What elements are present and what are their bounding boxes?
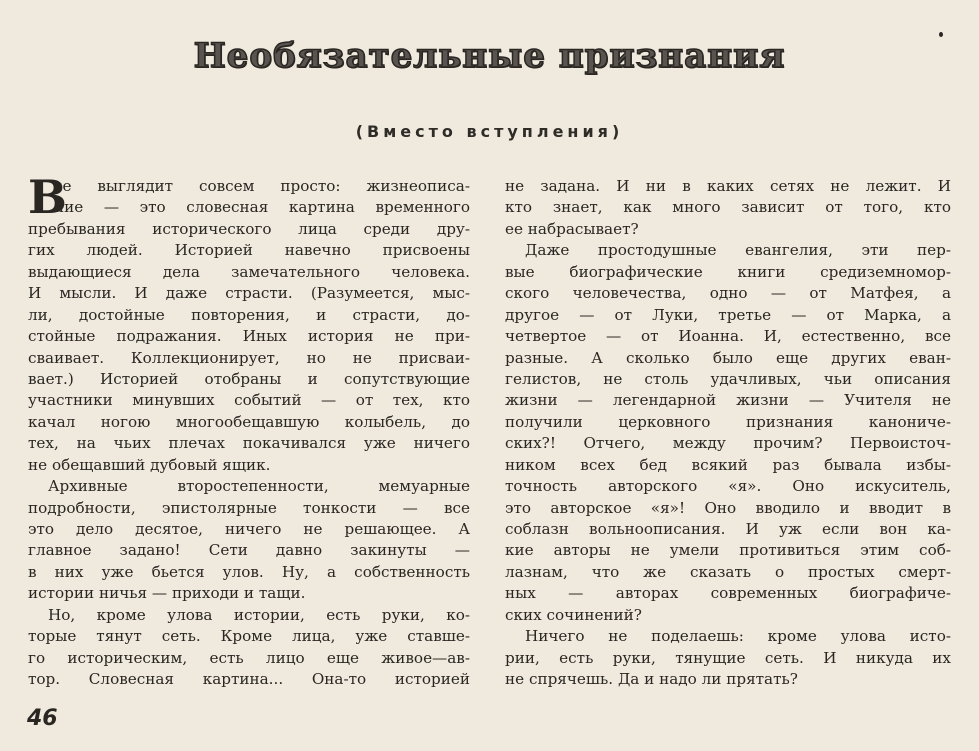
subtitle: (Вместо вступления) bbox=[355, 122, 624, 141]
dropcap-letter: В bbox=[28, 170, 67, 224]
text-line: гелистов, не столь удачливых, чьи описания bbox=[505, 369, 951, 388]
text-line: ние — это словесная картина временного bbox=[54, 198, 470, 217]
text-line: жизни — легендарной жизни — Учителя не bbox=[505, 391, 951, 410]
text-line: гих людей. Историей навечно присвоены bbox=[28, 241, 470, 260]
page-number: 46 bbox=[27, 706, 58, 731]
text-line: ее набрасывает? bbox=[505, 219, 639, 238]
text-line: не обещавший дубовый ящик. bbox=[28, 455, 271, 474]
text-line: это авторское «я»! Оно вводило и вводит в bbox=[505, 498, 951, 517]
text-line: другое — от Луки, третье — от Марка, а bbox=[505, 305, 951, 324]
text-line: торые тянут сеть. Кроме лица, уже ставше- bbox=[28, 627, 470, 646]
text-line: Ничего не поделаешь: кроме улова исто- bbox=[525, 627, 951, 646]
text-line: ли, достойные повторения, и страсти, до- bbox=[28, 305, 470, 324]
text-line: вает.) Историей отобраны и сопутствующие bbox=[28, 369, 470, 388]
text-line: кто знает, как много зависит от того, кто bbox=[505, 198, 951, 217]
text-line: качал ногою многообещавшую колыбель, до bbox=[28, 412, 470, 431]
text-line: тех, на чьих плечах покачивался уже ничего bbox=[28, 434, 470, 453]
text-line: Даже простодушные евангелия, эти пер- bbox=[525, 241, 951, 260]
text-line: главное задано! Сети давно закинуты — bbox=[28, 541, 470, 560]
text-line: подробности, эпистолярные тонкости — все bbox=[28, 498, 470, 517]
text-line: ником всех бед всякий раз бывала избы- bbox=[505, 455, 951, 474]
text-line: Архивные второстепенности, мемуарные bbox=[48, 477, 470, 496]
text-line: разные. А сколько было еще других еван- bbox=[505, 348, 951, 367]
text-line: ского человечества, одно — от Матфея, а bbox=[505, 284, 951, 303]
text-line: точность авторского «я». Оно искуситель, bbox=[505, 477, 951, 496]
right-column bbox=[505, 176, 951, 691]
text-line: Но, кроме улова истории, есть руки, ко- bbox=[48, 605, 470, 624]
text-line: не задана. И ни в каких сетях не лежит. И bbox=[505, 177, 951, 195]
text-line: рии, есть руки, тянущие сеть. И никуда их bbox=[505, 648, 951, 667]
dropcap-paragraph-start bbox=[28, 170, 470, 224]
text-line: ских?! Отчего, между прочим? Первоисточ- bbox=[505, 434, 951, 453]
text-line: пребывания исторического лица среди дру- bbox=[28, 219, 470, 238]
text-line: истории ничья — приходи и тащи. bbox=[28, 584, 306, 603]
text-line: тор. Словесная картина... Она-то историей bbox=[28, 670, 470, 689]
text-line: ных — авторах современных биографиче- bbox=[505, 584, 951, 603]
text-line: стойные подражания. Иных история не при- bbox=[28, 327, 470, 346]
text-line: го историческим, есть лицо еще живое—ав- bbox=[28, 648, 470, 667]
text-line: участники минувших событий — от тех, кто bbox=[28, 391, 470, 410]
text-line: получили церковного признания канониче- bbox=[505, 412, 951, 431]
text-line: лазнам, что же сказать о простых смерт- bbox=[505, 562, 951, 581]
text-line: ских сочинений? bbox=[505, 605, 642, 624]
text-line: четвертое — от Иоанна. И, естественно, все bbox=[505, 327, 951, 346]
text-line: вые биографические книги средиземномор- bbox=[505, 262, 951, 281]
text-line: в них уже бьется улов. Ну, а собственность bbox=[28, 562, 470, 581]
text-line: это дело десятое, ничего не решающее. А bbox=[28, 520, 470, 538]
text-line: сваивает. Коллекционирует, но не присваи- bbox=[28, 348, 470, 367]
text-line: не спрячешь. Да и надо ли прятать? bbox=[505, 670, 798, 689]
page-title: Необязательные признания bbox=[193, 36, 786, 76]
text-line: выдающиеся дела замечательного человека. bbox=[28, 262, 470, 281]
text-line: соблазн вольноописания. И уж если вон ка- bbox=[505, 520, 951, 538]
text-line: И мысли. И даже страсти. (Разумеется, мыс- bbox=[28, 284, 470, 303]
text-line: кие авторы не умели противиться этим соб- bbox=[505, 541, 951, 560]
left-column bbox=[28, 170, 470, 691]
text-line: се выглядит совсем просто: жизнеописа- bbox=[54, 177, 470, 195]
